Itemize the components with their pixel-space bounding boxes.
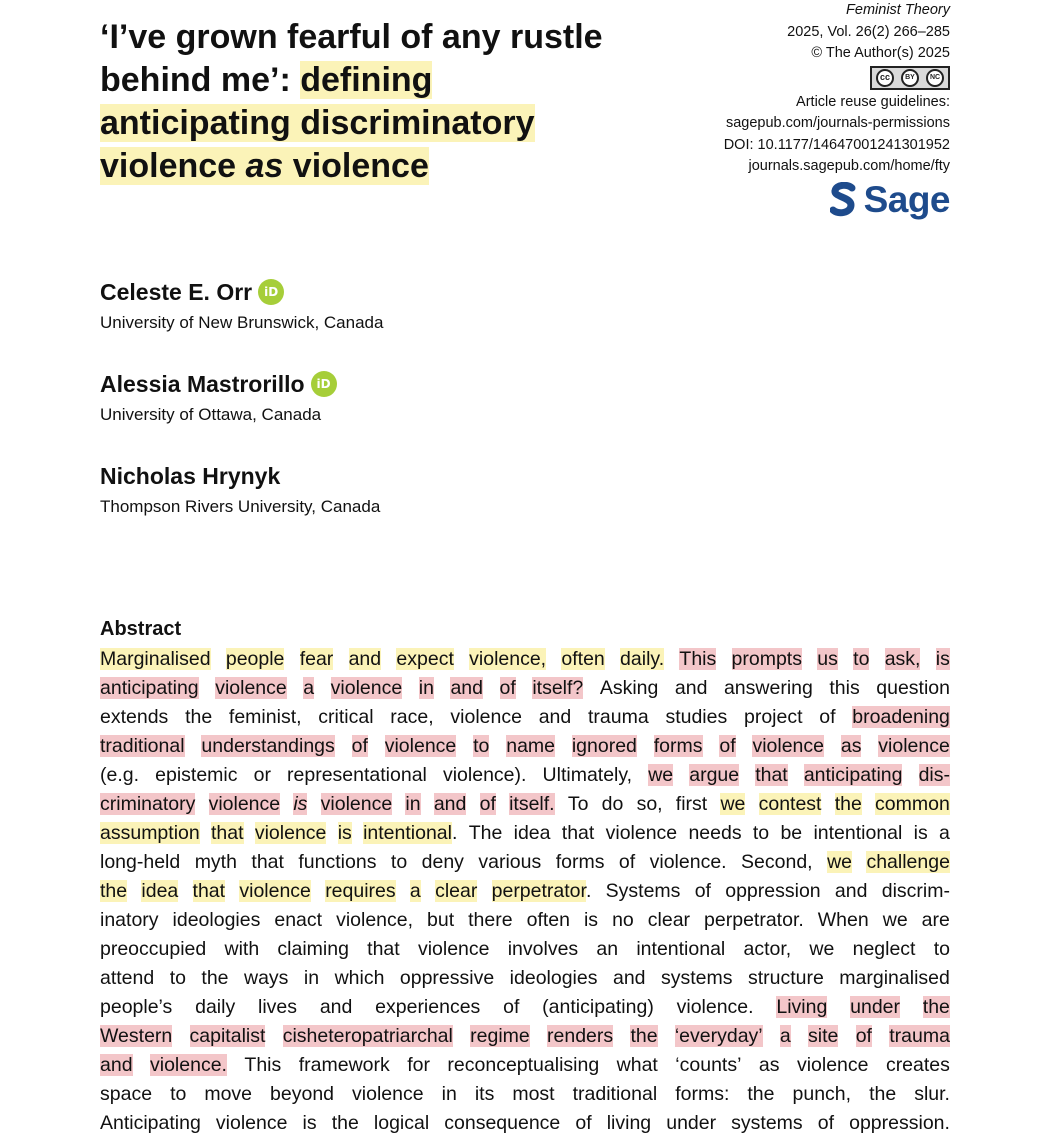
abstract-word: move xyxy=(204,1083,253,1105)
abstract-word: intentional. xyxy=(363,822,458,844)
abstract-word: the xyxy=(834,793,862,815)
abstract-word: neglect xyxy=(852,938,916,960)
abstract-word: ‘counts’ xyxy=(675,1054,742,1076)
abstract-word: forms: xyxy=(675,1083,730,1105)
abstract-word: clear xyxy=(647,909,691,931)
abstract-word: common xyxy=(875,793,950,815)
abstract-word: of xyxy=(479,793,496,815)
abstract-word: so, xyxy=(636,793,663,815)
abstract-word: that xyxy=(251,851,284,873)
abstract-word: discrim- xyxy=(881,880,950,902)
title-segment: as xyxy=(245,147,284,185)
author-name-text: Alessia Mastrorillo xyxy=(100,371,305,397)
abstract-word: daily. xyxy=(620,648,665,670)
abstract-word: in xyxy=(441,1083,457,1105)
abstract-word: there xyxy=(468,909,513,931)
abstract-word: and xyxy=(100,1054,133,1076)
abstract-word: often xyxy=(561,648,605,670)
abstract-word: forms xyxy=(653,735,703,757)
abstract-word: violence xyxy=(320,793,393,815)
abstract-word: perpetrator. xyxy=(704,909,804,931)
abstract-word: first xyxy=(675,793,708,815)
abstract-word: violence xyxy=(215,1112,288,1134)
abstract-word: intentional xyxy=(636,938,726,960)
abstract-word: with xyxy=(224,938,260,960)
abstract-word: to xyxy=(752,822,770,844)
abstract-word: is xyxy=(913,822,928,844)
abstract-word: Asking xyxy=(599,677,659,699)
abstract-word: (e.g. xyxy=(100,764,140,786)
abstract-word: violence xyxy=(384,735,457,757)
abstract-word: site xyxy=(808,1025,839,1047)
abstract-word: the xyxy=(201,967,229,989)
abstract-word: in xyxy=(405,793,421,815)
abstract-line xyxy=(100,906,950,935)
abstract-word: needs xyxy=(688,822,742,844)
abstract-word: claiming xyxy=(277,938,349,960)
title-line xyxy=(100,59,700,102)
abstract-word: the xyxy=(630,1025,658,1047)
author-name xyxy=(100,461,380,491)
abstract-word: space xyxy=(100,1083,153,1105)
abstract-word: in xyxy=(303,967,320,989)
abstract-line xyxy=(100,877,950,906)
abstract-word: we xyxy=(809,938,835,960)
abstract-word: no xyxy=(612,909,634,931)
abstract-word: critical xyxy=(318,706,374,728)
abstract-word: violence, xyxy=(336,909,414,931)
by-icon: BY xyxy=(901,69,919,87)
abstract-word: of xyxy=(499,677,516,699)
abstract-word: an xyxy=(596,938,619,960)
abstract-word: expect xyxy=(396,648,454,670)
abstract-word: feminist, xyxy=(228,706,302,728)
abstract-word: ignored xyxy=(571,735,637,757)
abstract-word: consequence xyxy=(444,1112,561,1134)
abstract-word: that xyxy=(755,764,788,786)
abstract-word: to xyxy=(853,648,870,670)
abstract-word: idea xyxy=(513,822,551,844)
abstract-word: When xyxy=(817,909,869,931)
title-segment: ‘I’ve grown fearful of any rustle xyxy=(100,18,603,56)
abstract-word: of xyxy=(719,735,736,757)
abstract-word: that xyxy=(367,938,400,960)
abstract-word: challenge xyxy=(866,851,950,873)
cc-license-badge[interactable] xyxy=(870,66,950,90)
abstract-word: logical xyxy=(373,1112,430,1134)
abstract-word: violence, xyxy=(469,648,547,670)
abstract-word: and xyxy=(674,677,708,699)
sage-s-icon xyxy=(830,182,856,218)
abstract-word: anticipating xyxy=(803,764,903,786)
abstract-word: is xyxy=(337,822,352,844)
abstract-word: regime xyxy=(470,1025,530,1047)
author-block xyxy=(100,369,337,428)
abstract-word: violence. xyxy=(649,851,727,873)
abstract-line xyxy=(100,674,950,703)
abstract-word: we xyxy=(827,851,852,873)
abstract-word: experiences xyxy=(375,996,481,1018)
abstract-word: of xyxy=(819,706,836,728)
abstract-line xyxy=(100,645,950,674)
abstract-word: that xyxy=(192,880,226,902)
abstract-word: which xyxy=(334,967,385,989)
abstract-word: reconceptualising xyxy=(447,1054,600,1076)
abstract-word: deny xyxy=(421,851,464,873)
abstract-word: structure xyxy=(747,967,824,989)
abstract-word: ideologies xyxy=(172,909,261,931)
cc-icon: cc xyxy=(876,69,894,87)
abstract-line xyxy=(100,1022,950,1051)
abstract-word: us xyxy=(817,648,838,670)
abstract-word: and xyxy=(348,648,382,670)
abstract-word: violence xyxy=(208,793,281,815)
abstract-word: forms xyxy=(555,851,605,873)
abstract-word: Second, xyxy=(741,851,813,873)
abstract-word: in xyxy=(418,677,434,699)
author-affiliation: University of Ottawa, Canada xyxy=(100,405,322,424)
abstract-word: This xyxy=(679,648,717,670)
abstract-word: that xyxy=(211,822,244,844)
abstract-word: to xyxy=(170,1083,187,1105)
abstract-word: lives xyxy=(258,996,298,1018)
abstract-word: question xyxy=(876,677,950,699)
abstract-word: and xyxy=(612,967,646,989)
abstract-word: creates xyxy=(885,1054,950,1076)
abstract-word: contest xyxy=(758,793,822,815)
abstract-word: extends xyxy=(100,706,169,728)
author-affiliation: University of New Brunswick, Canada xyxy=(100,313,384,332)
abstract-word: as xyxy=(840,735,862,757)
abstract-word: punch, xyxy=(792,1083,852,1105)
abstract-word: and xyxy=(319,996,353,1018)
abstract-word: a xyxy=(303,677,315,699)
abstract-word: violence xyxy=(352,1083,424,1105)
abstract-word: Western xyxy=(100,1025,173,1047)
abstract-word: This xyxy=(244,1054,282,1076)
abstract-word: violence. xyxy=(676,996,754,1018)
abstract-word: enact xyxy=(274,909,323,931)
journal-volume: 2025, Vol. 26(2) 266–285 xyxy=(787,23,950,40)
abstract-word: of xyxy=(575,1112,592,1134)
abstract-word: representational xyxy=(287,764,427,786)
abstract-word: is xyxy=(293,793,308,815)
abstract-word: ask, xyxy=(884,648,921,670)
abstract-word: under xyxy=(666,1112,717,1134)
author-block xyxy=(100,277,383,336)
abstract-word: inatory xyxy=(100,909,159,931)
abstract-word: a xyxy=(939,822,950,844)
abstract-word: answering xyxy=(723,677,813,699)
abstract-word: a xyxy=(409,880,421,902)
author-name-text: Nicholas Hrynyk xyxy=(100,463,281,489)
title-segment: violence xyxy=(100,147,246,185)
orcid-icon[interactable]: iD xyxy=(258,279,284,305)
journal-name: Feminist Theory xyxy=(846,2,950,18)
abstract-word: itself. xyxy=(509,793,555,815)
publisher-name: Sage xyxy=(863,178,950,220)
abstract-line xyxy=(100,1080,950,1109)
abstract-word: people’s xyxy=(100,996,173,1018)
abstract-word: violence xyxy=(215,677,287,699)
abstract-word: violence xyxy=(796,1054,869,1076)
abstract-word: marginalised xyxy=(839,967,950,989)
abstract-word: anticipating xyxy=(100,677,199,699)
abstract-word: dis- xyxy=(918,764,950,786)
abstract-word: broadening xyxy=(852,706,950,728)
abstract-line xyxy=(100,761,950,790)
title-line xyxy=(100,16,700,59)
abstract-word: are xyxy=(921,909,950,931)
abstract-word: as xyxy=(758,1054,780,1076)
orcid-icon[interactable]: iD xyxy=(311,371,337,397)
reuse-link[interactable]: sagepub.com/journals-permissions xyxy=(725,115,950,131)
abstract-word: and xyxy=(450,677,483,699)
abstract-word: violence xyxy=(239,880,311,902)
abstract-word: of xyxy=(855,1025,872,1047)
abstract-word: requires xyxy=(325,880,396,902)
abstract-word: attend xyxy=(100,967,155,989)
sage-logo xyxy=(830,178,950,220)
abstract-word: framework xyxy=(298,1054,390,1076)
abstract-word: long-held xyxy=(100,851,181,873)
abstract-word: violence xyxy=(417,938,490,960)
title-segment: anticipating discriminatory xyxy=(100,104,535,142)
abstract-word: intentional xyxy=(813,822,903,844)
abstract-word: this xyxy=(829,677,860,699)
abstract-word: capitalist xyxy=(189,1025,266,1047)
abstract-word: daily xyxy=(195,996,236,1018)
abstract-word: and xyxy=(433,793,467,815)
abstract-word: of xyxy=(503,996,520,1018)
abstract-word: and xyxy=(538,706,572,728)
abstract-word: violence. xyxy=(150,1054,227,1076)
abstract-word: but xyxy=(427,909,455,931)
abstract-word: actor, xyxy=(743,938,792,960)
abstract-word: violence xyxy=(330,677,403,699)
abstract-word: Anticipating xyxy=(100,1112,201,1134)
abstract-word: argue xyxy=(689,764,740,786)
abstract-body xyxy=(100,645,950,1138)
abstract-word: do xyxy=(601,793,624,815)
abstract-word: trauma xyxy=(588,706,649,728)
abstract-word: ways xyxy=(244,967,289,989)
abstract-word: to xyxy=(390,851,408,873)
abstract-word: to xyxy=(169,967,186,989)
author-name xyxy=(100,277,383,307)
abstract-word: trauma xyxy=(889,1025,950,1047)
abstract-word: the xyxy=(185,706,213,728)
abstract-line xyxy=(100,703,950,732)
abstract-word: functions xyxy=(298,851,377,873)
abstract-line xyxy=(100,993,950,1022)
copyright-line: © The Author(s) 2025 xyxy=(811,45,950,61)
abstract-word: is xyxy=(583,909,599,931)
abstract-line xyxy=(100,935,950,964)
abstract-word: assumption xyxy=(100,822,200,844)
abstract-word: violence). xyxy=(442,764,527,786)
abstract-word: understandings xyxy=(201,735,335,757)
abstract-word: systems xyxy=(731,1112,803,1134)
title-segment: violence xyxy=(283,147,429,185)
abstract-word: myth xyxy=(194,851,237,873)
abstract-line xyxy=(100,964,950,993)
abstract-word: race, xyxy=(390,706,434,728)
abstract-word: involves xyxy=(507,938,579,960)
abstract-word: the xyxy=(331,1112,359,1134)
abstract-word: for xyxy=(407,1054,430,1076)
abstract-word: we xyxy=(720,793,746,815)
abstract-word: of xyxy=(694,880,711,902)
abstract-word: ‘everyday’ xyxy=(674,1025,763,1047)
author-name xyxy=(100,369,337,399)
abstract-word: the xyxy=(100,880,128,902)
abstract-word: be xyxy=(780,822,803,844)
abstract-word: renders xyxy=(547,1025,614,1047)
nc-icon: NC xyxy=(926,69,944,87)
abstract-word: violence xyxy=(254,822,327,844)
abstract-word: to xyxy=(473,735,490,757)
author-name-text: Celeste E. Orr xyxy=(100,279,253,305)
abstract-word: project xyxy=(744,706,803,728)
abstract-word: Marginalised xyxy=(100,648,211,670)
abstract-word: cisheteropatriarchal xyxy=(282,1025,453,1047)
abstract-word: violence xyxy=(450,706,522,728)
journal-meta xyxy=(650,0,950,225)
abstract-word: we xyxy=(648,764,674,786)
abstract-word: to xyxy=(933,938,950,960)
author-affiliation: Thompson Rivers University, Canada xyxy=(100,497,381,516)
abstract-word: studies xyxy=(665,706,728,728)
abstract-word: oppression xyxy=(725,880,821,902)
abstract-word: of xyxy=(817,1112,835,1134)
abstract-word: various xyxy=(478,851,542,873)
journal-link[interactable]: journals.sagepub.com/home/fty xyxy=(748,158,950,174)
abstract-line xyxy=(100,819,950,848)
abstract-word: Ultimately, xyxy=(542,764,633,786)
abstract-word: of xyxy=(618,851,636,873)
abstract-line xyxy=(100,732,950,761)
abstract-word: name xyxy=(506,735,555,757)
abstract-word: violence xyxy=(878,735,950,757)
abstract-word: beyond xyxy=(270,1083,335,1105)
reuse-label: Article reuse guidelines: xyxy=(796,93,950,110)
abstract-word: Living xyxy=(776,996,828,1018)
abstract-word: living xyxy=(606,1112,652,1134)
abstract-word: idea xyxy=(141,880,179,902)
abstract-line xyxy=(100,1051,950,1080)
abstract-word: a xyxy=(779,1025,791,1047)
abstract-word: the xyxy=(922,996,950,1018)
abstract-word: traditional xyxy=(100,735,185,757)
abstract-line xyxy=(100,848,950,877)
abstract-word: oppression. xyxy=(849,1112,950,1134)
abstract-word: oppressive xyxy=(399,967,495,989)
abstract-word: preoccupied xyxy=(100,938,207,960)
abstract-word: systems xyxy=(660,967,733,989)
abstract-line xyxy=(100,1109,950,1138)
abstract-word: most xyxy=(512,1083,555,1105)
abstract-word: violence xyxy=(752,735,824,757)
abstract-word: or xyxy=(253,764,271,786)
article-title xyxy=(100,16,700,188)
abstract-word: The xyxy=(468,822,503,844)
abstract-word: epistemic xyxy=(155,764,238,786)
abstract-word: Systems xyxy=(605,880,681,902)
abstract-word: the xyxy=(869,1083,897,1105)
abstract-heading: Abstract xyxy=(100,618,182,640)
abstract-word: its xyxy=(474,1083,495,1105)
abstract-line xyxy=(100,790,950,819)
abstract-word: itself? xyxy=(532,677,584,699)
abstract-word: we xyxy=(882,909,908,931)
abstract-word: slur. xyxy=(914,1083,950,1105)
abstract-word: that xyxy=(561,822,595,844)
abstract-word: is xyxy=(935,648,950,670)
abstract-word: under xyxy=(850,996,900,1018)
abstract-word: of xyxy=(351,735,368,757)
author-block xyxy=(100,461,380,520)
abstract-word: fear xyxy=(299,648,334,670)
doi-link[interactable]: DOI: 10.1177/14647001241301952 xyxy=(723,136,950,153)
title-line xyxy=(100,102,700,145)
abstract-word: perpetrator. xyxy=(491,880,592,902)
title-segment: defining xyxy=(300,61,433,99)
title-line xyxy=(100,145,700,188)
abstract-word: and xyxy=(834,880,868,902)
abstract-word: the xyxy=(747,1083,775,1105)
abstract-word: often xyxy=(526,909,570,931)
abstract-word: (anticipating) xyxy=(542,996,654,1018)
abstract-word: people xyxy=(225,648,285,670)
abstract-word: criminatory xyxy=(100,793,196,815)
abstract-word: what xyxy=(616,1054,658,1076)
abstract-word: violence xyxy=(605,822,678,844)
abstract-word: traditional xyxy=(572,1083,658,1105)
abstract-word: To xyxy=(567,793,589,815)
abstract-word: prompts xyxy=(731,648,802,670)
abstract-word: clear xyxy=(435,880,478,902)
abstract-word: ideologies xyxy=(509,967,598,989)
abstract-word: is xyxy=(302,1112,317,1134)
title-segment: behind me’: xyxy=(100,61,301,99)
